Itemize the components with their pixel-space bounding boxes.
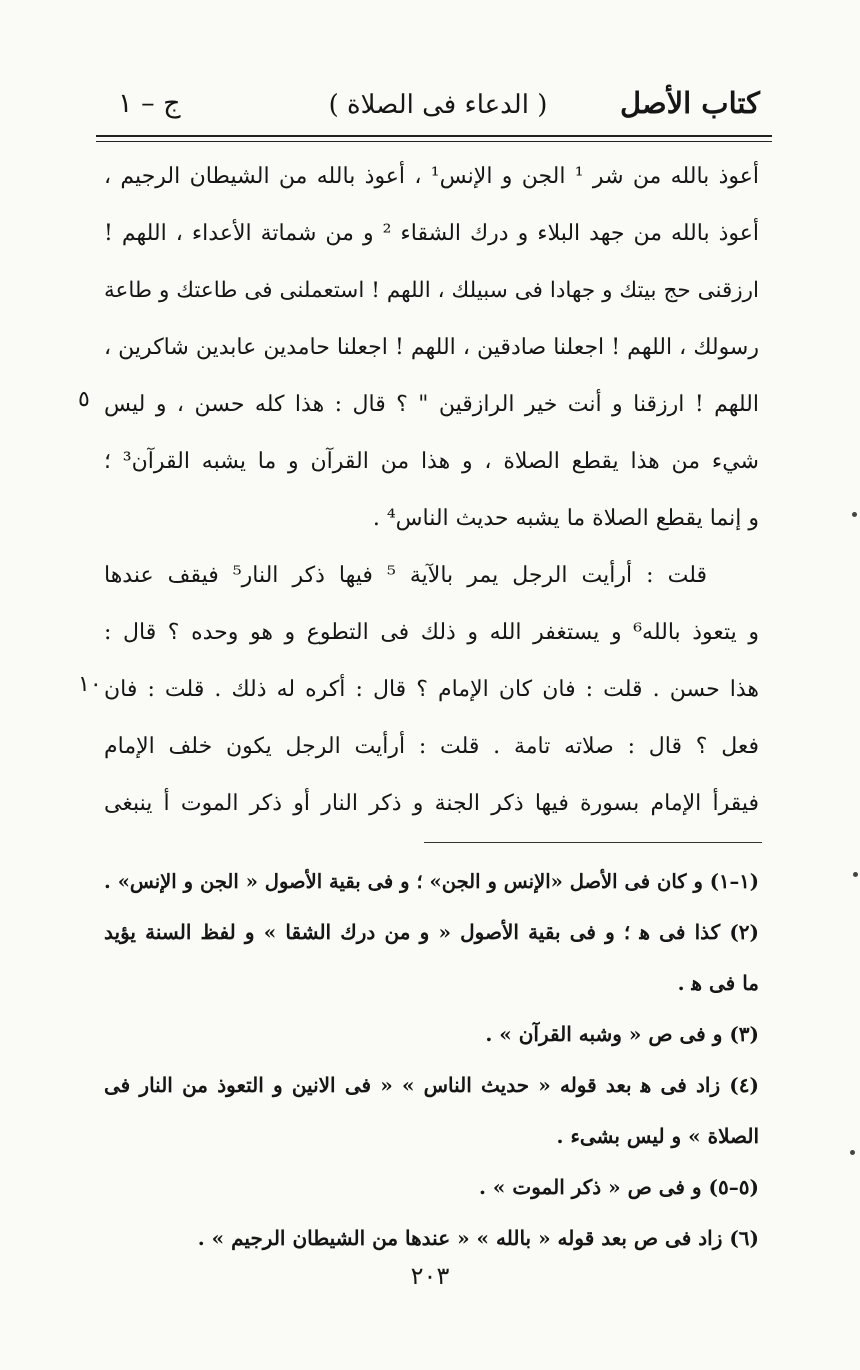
page-number: ٢٠٣ xyxy=(410,1262,450,1290)
page-header xyxy=(100,84,760,132)
footnote-line: (٦) زاد فى ص بعد قوله « بالله » « عندها من الشيطان الرجيم » . xyxy=(197,1226,759,1250)
chapter-title: ( الدعاء فى الصلاة ) xyxy=(328,90,548,120)
footnotes xyxy=(104,856,759,1264)
line-number-margin: ١٠ xyxy=(78,672,102,697)
text-line: أعوذ بالله من جهد البلاء و درك الشقاء ² و من شماتة الأعداء ، اللهم ! xyxy=(104,221,759,246)
text-line: و يتعوذ بالله⁶ و يستغفر الله و ذلك فى التطوع و هو وحده ؟ قال : xyxy=(104,620,760,645)
header-rule-thick xyxy=(96,135,772,137)
scan-speck xyxy=(853,872,858,877)
footnote-line: (٢) كذا فى ﻫ ؛ و فى بقية الأصول « و من درك الشقا » و لفظ السنة يؤيد xyxy=(104,920,759,944)
text-line: اللهم ! ارزقنا و أنت خير الرازقين " ؟ قال : هذا كله حسن ، و ليس xyxy=(104,392,759,417)
text-line: و إنما يقطع الصلاة ما يشبه حديث الناس⁴ . xyxy=(372,506,759,531)
text-line: فعل ؟ قال : صلاته تامة . قلت : أرأيت الرجل يكون خلف الإمام xyxy=(104,734,759,759)
footnote-line: (٥–٥) و فى ص « ذكر الموت » . xyxy=(478,1175,759,1199)
volume-number: ج – ١ xyxy=(118,88,181,119)
footnote-line: ما فى ﻫ . xyxy=(677,971,759,995)
footnote-line: (١–١) و كان فى الأصل «الإنس و الجن» ؛ و فى بقية الأصول « الجن و الإنس» . xyxy=(104,870,759,893)
footnote-line: (٣) و فى ص « وشبه القرآن » . xyxy=(485,1022,759,1046)
main-text xyxy=(104,148,759,832)
scan-speck xyxy=(852,512,857,517)
footnote-line: الصلاة » و ليس بشىء . xyxy=(556,1124,759,1148)
book-title: كتاب الأصل xyxy=(620,86,760,120)
line-number-margin: ٥ xyxy=(78,387,90,412)
text-line: هذا حسن . قلت : فان كان الإمام ؟ قال : أكره له ذلك . قلت : فان xyxy=(104,677,759,702)
header-rule-thin xyxy=(96,141,772,142)
text-line: شيء من هذا يقطع الصلاة ، و هذا من القرآن و ما يشبه القرآن³ ؛ xyxy=(104,449,759,474)
footnote-line: (٤) زاد فى ﻫ بعد قوله « حديث الناس » « فى الانين و التعوذ من النار فى xyxy=(104,1073,759,1097)
scan-speck xyxy=(850,1150,855,1155)
text-line: أعوذ بالله من شر ¹ الجن و الإنس¹ ، أعوذ بالله من الشيطان الرجيم ، xyxy=(104,164,759,189)
text-line: قلت : أرأيت الرجل يمر بالآية ⁵ فيها ذكر النار⁵ فيقف عندها xyxy=(104,563,708,588)
text-line: ارزقنى حج بيتك و جهادا فى سبيلك ، اللهم ! استعملنى فى طاعتك و طاعة xyxy=(104,278,759,303)
text-line: رسولك ، اللهم ! اجعلنا صادقين ، اللهم ! اجعلنا حامدين عابدين شاكرين ، xyxy=(104,335,759,360)
footnote-separator xyxy=(424,842,762,843)
text-line: فيقرأ الإمام بسورة فيها ذكر الجنة و ذكر النار أو ذكر الموت أ ينبغى xyxy=(104,791,759,816)
